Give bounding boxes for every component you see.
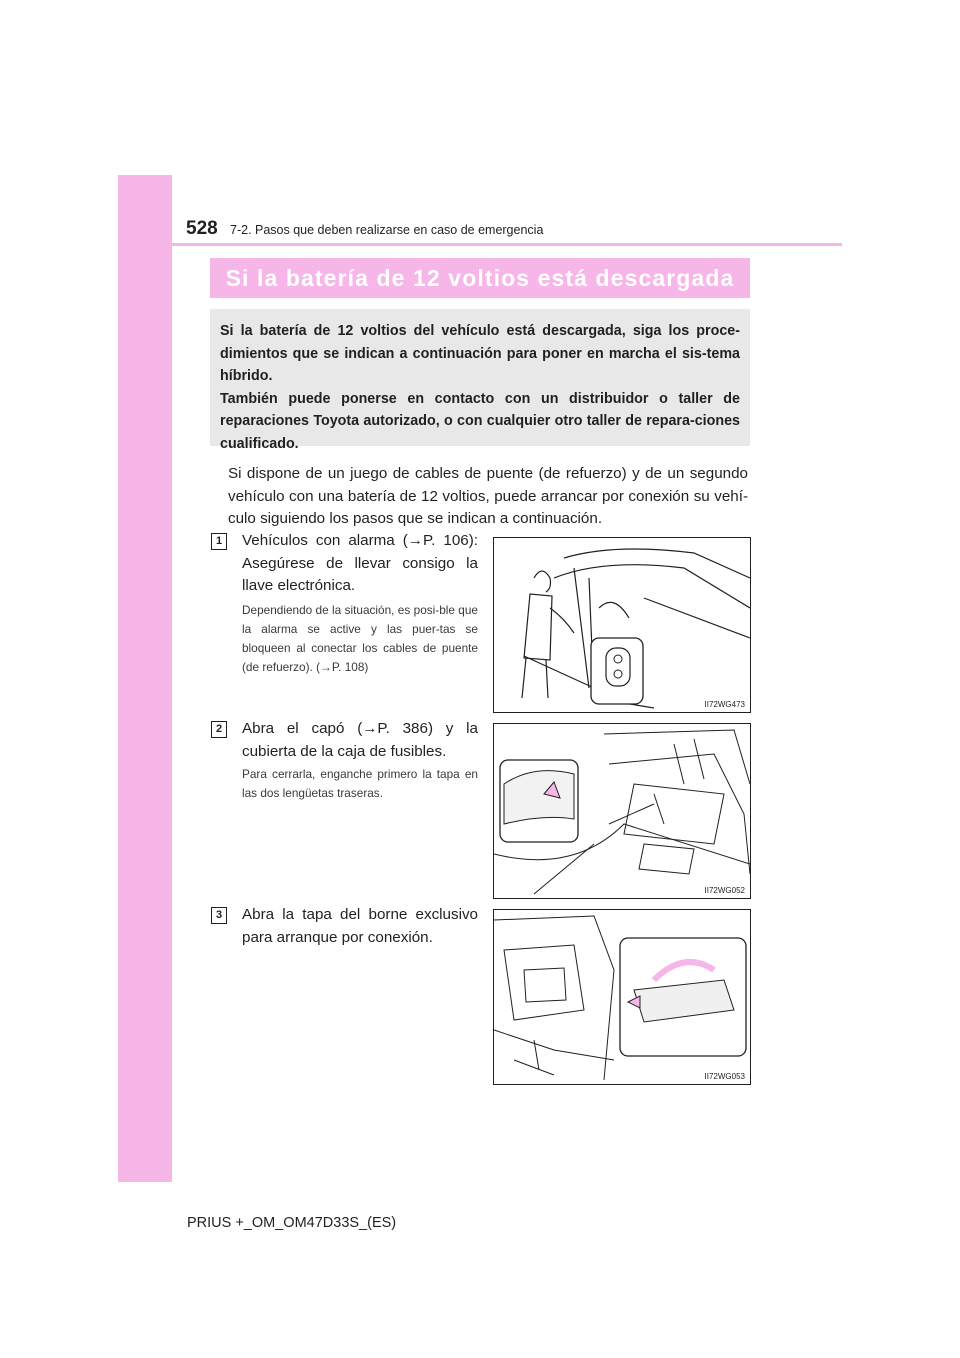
figure-jump-terminal-cover [493, 909, 751, 1085]
figure-code: II72WG053 [704, 1072, 745, 1081]
step-number-3: 3 [211, 907, 227, 924]
figure-code: II72WG052 [704, 886, 745, 895]
page-title: Si la batería de 12 voltios está descargada [210, 258, 750, 298]
car-door-illustration [494, 538, 750, 712]
figure-fuse-box-cover [493, 723, 751, 899]
step-1-text: Vehículos con alarma (→P. 106): Asegúrese de llevar consigo la llave electrónica. [242, 532, 478, 594]
step-3-text: Abra la tapa del borne exclusivo para arranque por conexión. [242, 906, 478, 946]
header-divider [172, 243, 842, 246]
figure-code: II72WG473 [704, 700, 745, 709]
figure-person-with-key [493, 537, 751, 713]
engine-bay-illustration [494, 724, 750, 898]
step-1-note: Dependiendo de la situación, es posi-ble que la alarma se active y las puer-tas se bloqueen al conectar los cables de puente (de refuerzo). (→P. 108) [242, 603, 478, 674]
body-paragraph: Si dispone de un juego de cables de puente (de refuerzo) y de un segundo vehículo con una batería de 12 voltios, puede arrancar por conexión su vehí-culo siguiendo los pasos que se indican a continuación. [228, 465, 748, 527]
document-footer: PRIUS +_OM_OM47D33S_(ES) [187, 1215, 397, 1231]
page-number: 528 [186, 218, 218, 239]
intro-paragraph: También puede ponerse en contacto con un distribuidor o taller de reparaciones Toyota autorizado, o con cualquier otro taller de repara-ciones cualificado. [220, 390, 740, 452]
step-number-2: 2 [211, 721, 227, 738]
step-number-1: 1 [211, 533, 227, 550]
step-2-note: Para cerrarla, enganche primero la tapa en las dos lengüetas traseras. [242, 767, 478, 800]
intro-box [210, 309, 750, 452]
intro-paragraph: Si la batería de 12 voltios del vehículo está descargada, siga los proce-dimientos que se indican a continuación para poner en marcha el sis-tema híbrido. [220, 323, 740, 384]
terminal-cover-illustration [494, 910, 750, 1084]
chapter-tab-band [118, 175, 172, 1182]
step-2-text: Abra el capó (→P. 386) y la cubierta de la caja de fusibles. [242, 720, 478, 760]
section-heading: 7-2. Pasos que deben realizarse en caso de emergencia [230, 223, 544, 237]
